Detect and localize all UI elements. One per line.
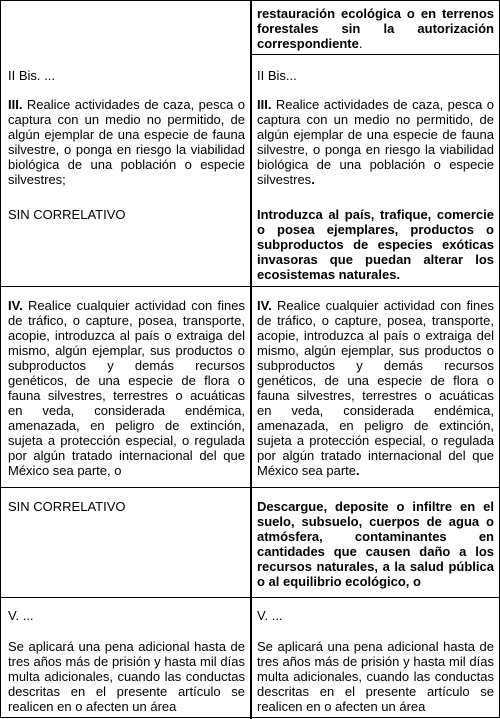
table-cell-right: [257, 298, 494, 478]
cell-bold-text: Introduzca al país, trafique, comercie o posea ejemplares, productos o subproductos de especies exóticas invasoras que puedan alterar los ecosistemas naturales.: [257, 207, 494, 282]
row-divider: [1, 597, 500, 598]
cell-bold-text: Descargue, deposite o infiltre en el suelo, subsuelo, cuerpos de agua o atmósfera, contaminantes en cantidades que causen daño a los recursos naturales, a la salud pública o al equilibrio ecológico, o: [257, 499, 494, 589]
table-cell-left: SIN CORRELATIVO: [8, 499, 126, 514]
cell-text: .: [358, 36, 363, 51]
row-divider: [252, 54, 500, 55]
row-divider: [1, 286, 500, 287]
table-cell-right: [257, 97, 494, 187]
cell-text: Realice cualquier actividad con fines de tráfico, o capture, posea, transporte, acopie, introduzca al país o extraiga del mismo, algún ejemplar, sus productos o subproductos y demás recursos genéticos, de una especie de flora o fauna silvestres, terrestres o acuáticas en veda, considerada endémica, amenazada, en peligro de extinción, sujeta a protección especial, o regulada por algún tratado internacional del que México sea parte: [257, 298, 494, 478]
table-cell-right: II Bis...: [257, 68, 297, 83]
table-cell-right: [257, 6, 494, 51]
cell-text: Realice actividades de caza, pesca o captura con un medio no permitido, de algún ejemplar de una especie de fauna silvestre, o ponga en riesgo la viabilidad biológica de una población o especie silvestres;: [8, 97, 245, 187]
cell-bold-text: IV.: [257, 298, 272, 313]
table-cell-left: [8, 298, 245, 478]
cell-bold-text: restauración ecológica o en terrenos forestales sin la autorización correspondiente: [257, 6, 494, 51]
table-cell-left: II Bis. ...: [8, 68, 55, 83]
table-cell-left: V. ...: [8, 608, 34, 623]
table-cell-right: V. ...: [257, 608, 283, 623]
table-cell-right: Se aplicará una pena adicional hasta de tres años más de prisión y hasta mil días multa adicionales, cuando las conductas descritas en el presente artículo se realicen en o afecten un área: [257, 639, 494, 714]
cell-text: Realice cualquier actividad con fines de tráfico, o capture, posea, transporte, acopie, introduzca al país o extraiga del mismo, algún ejemplar, sus productos o subproductos y demás recursos genéticos, de una especie de flora o fauna silvestres, terrestres o acuáticas en veda, considerada endémica, amenazada, en peligro de extinción, sujeta a protección especial, o regulada por algún tratado internacional del que México sea parte, o: [8, 298, 245, 478]
table-cell-left: SIN CORRELATIVO: [8, 207, 126, 222]
table-cell-left: Se aplicará una pena adicional hasta de tres años más de prisión y hasta mil días multa adicionales, cuando las conductas descritas en el presente artículo se realicen en o afecten un área: [8, 639, 245, 714]
table-cell-right: [257, 499, 494, 589]
table-cell-left: [8, 97, 245, 187]
cell-bold-text: .: [356, 463, 360, 478]
row-divider: [1, 487, 500, 488]
table-cell-right: [257, 207, 494, 282]
cell-bold-text: .: [311, 172, 315, 187]
cell-bold-text: III.: [8, 97, 23, 112]
cell-bold-text: III.: [257, 97, 272, 112]
column-divider: [250, 1, 252, 719]
cell-text: Realice actividades de caza, pesca o captura con un medio no permitido, de algún ejemplar de una especie de fauna silvestre, o ponga en riesgo la viabilidad biológica de una población o especie silvestres: [257, 97, 494, 187]
cell-bold-text: IV.: [8, 298, 23, 313]
